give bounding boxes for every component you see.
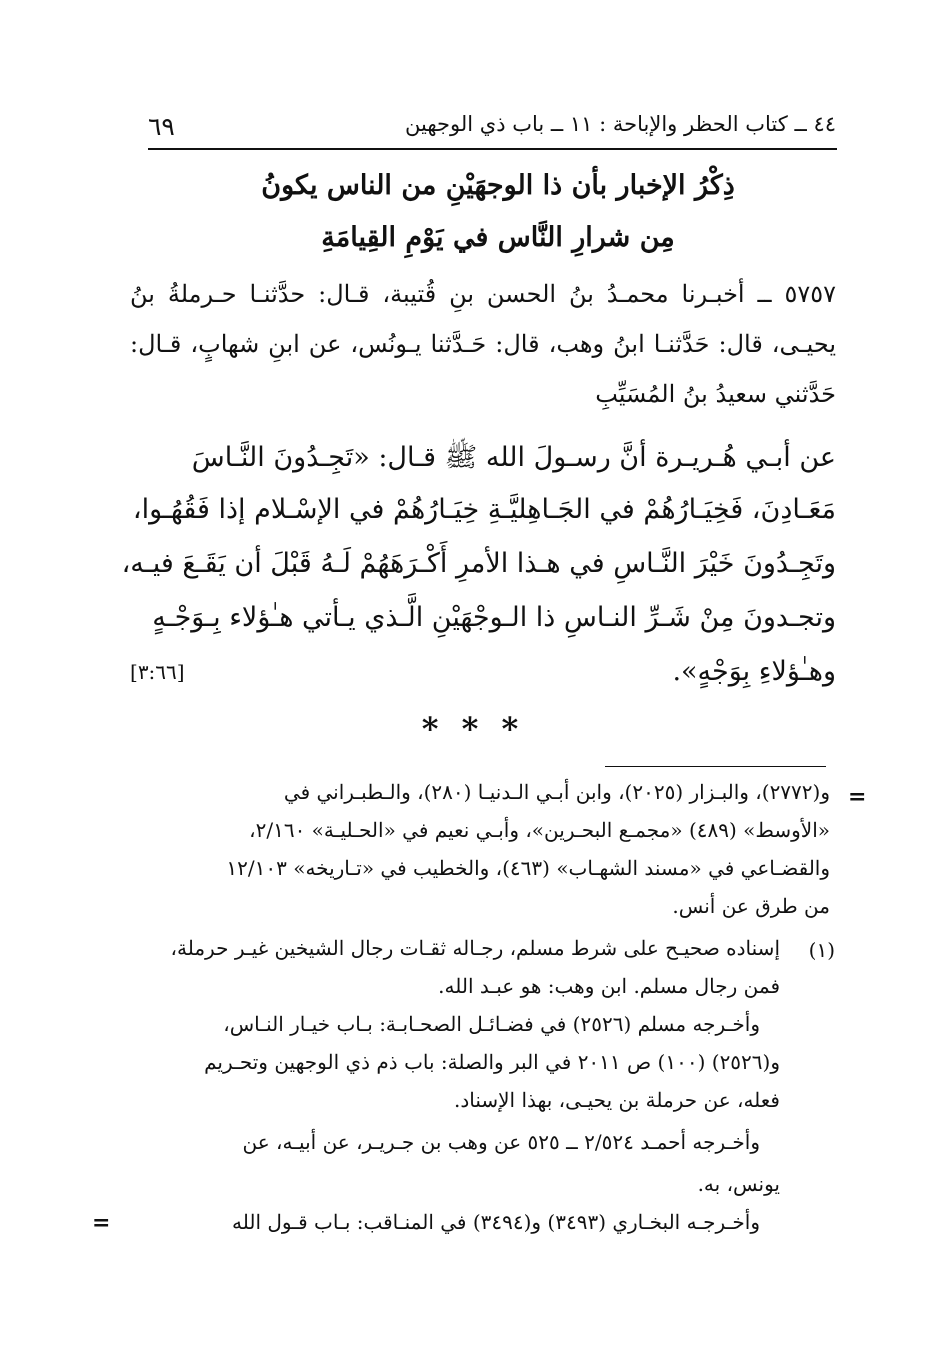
hadith-line-2: مَعَـادِنَ، فَخِيَـارُهُمْ في الجَـاهِليَّـةِ خِيَـارُهُمْ في الإسْـلام إذا فَقُهُـوا، — [132, 494, 836, 525]
footnote-1-line-4: و(٢٥٢٦) (١٠٠) ص ٢٠١١ في البر والصلة: باب ذم ذي الوجهين وتحـريم — [204, 1050, 780, 1074]
hadith-reference: [٣:٦٦] — [130, 660, 185, 684]
footnote-end-mark: = — [92, 1210, 111, 1236]
footnote-continuation-mark: = — [848, 784, 867, 810]
header-rule — [148, 148, 837, 150]
footnote-1-line-6: وأخـرجه أحمـد ٢/٥٢٤ ــ ٥٢٥ عن وهب بن جـريـر، عن أبيـه، عن — [242, 1130, 760, 1154]
footnote-1-line-7: يونس، به. — [697, 1172, 780, 1196]
footnote-1-line-1: إسناده صحيـح على شرط مسلم، رجـاله ثقـات رجال الشيخين غيـر حرملة، — [170, 936, 780, 960]
running-header: ٤٤ ــ كتاب الحظر والإباحة : ١١ ــ باب ذي الوجهين — [405, 112, 836, 136]
footnote-continued-line-2: «الأوسط» (٤٨٩) «مجمـع البحـرين»، وأبـي نعيم في «الحـليـة» ٢/١٦٠، — [249, 818, 830, 842]
footnote-rule — [605, 766, 826, 767]
hadith-line-4: وتجـدونَ مِنْ شَـرِّ النـاسِ ذا الـوجْهَيْنِ الَّـذي يـأتي هـٰؤلاء بِـوَجْـهٍ — [152, 602, 836, 633]
isnad-line-2: يحيـى، قال: حَدَّثنـا ابنُ وهب، قال: حَـدَّثنا يـونُس، عن ابنِ شهابٍ، قـال: — [130, 330, 836, 358]
footnote-1-line-8: وأخـرجـه البخـاري (٣٤٩٣) و(٣٤٩٤) في المنـاقب: بـاب قـول الله — [232, 1210, 760, 1234]
isnad-line-1: ٥٧٥٧ ــ أخبـرنا محمـدُ بنُ الحسن بنِ قُتيبة، قـال: حدَّثنـا حـرملةُ بنُ — [130, 280, 836, 308]
hadith-line-5: وهـٰؤلاءِ بِوَجْهٍ». — [672, 656, 836, 687]
footnote-1-line-2: فمن رجال مسلم. ابن وهب: هو عبـد الله. — [438, 974, 780, 998]
section-separator: * * * — [421, 710, 525, 748]
footnote-1-line-5: فعله، عن حرملة بن يحيـى، بهذا الإسناد. — [453, 1088, 780, 1112]
hadith-line-1: عن أبـي هُـريـرة أنَّ رسـولَ الله ﷺ قـال: «تَجِـدُونَ النَّـاسَ — [191, 442, 836, 473]
section-title-line-2: مِن شرارِ النَّاس في يَوْمِ القِيامَةِ — [321, 222, 675, 253]
section-title-line-1: ذِكْرُ الإخبار بأن ذا الوجهَيْنِ من الناس يكونُ — [261, 170, 735, 201]
footnote-number-1: (١) — [808, 938, 835, 962]
isnad-line-3: حَدَّثني سعيدُ بنُ المُسَيِّبِ — [595, 380, 836, 408]
footnote-1-line-3: وأخـرجه مسلم (٢٥٢٦) في فضـائـل الصحـابـة: بـاب خيـار النـاس، — [223, 1012, 760, 1036]
footnote-continued-line-3: والقضـاعي في «مسند الشهـاب» (٤٦٣)، والخطيب في «تـاريخه» ١٢/١٠٣ — [226, 856, 830, 880]
page-number: ٦٩ — [148, 112, 175, 141]
footnote-continued-line-1: و(٢٧٧٢)، والبـزار (٢٠٢٥)، وابن أبـي الـدنيـا (٢٨٠)، والـطبـراني في — [283, 780, 830, 804]
hadith-line-3: وتَجِـدُونَ خَيْرَ النَّـاسِ في هـذا الأمرِ أَكْـرَهَهُمْ لَـهُ قَبْلَ أن يَقَـعَ فيـه، — [121, 548, 836, 579]
footnote-continued-line-4: من طرق عن أنس. — [672, 894, 830, 918]
